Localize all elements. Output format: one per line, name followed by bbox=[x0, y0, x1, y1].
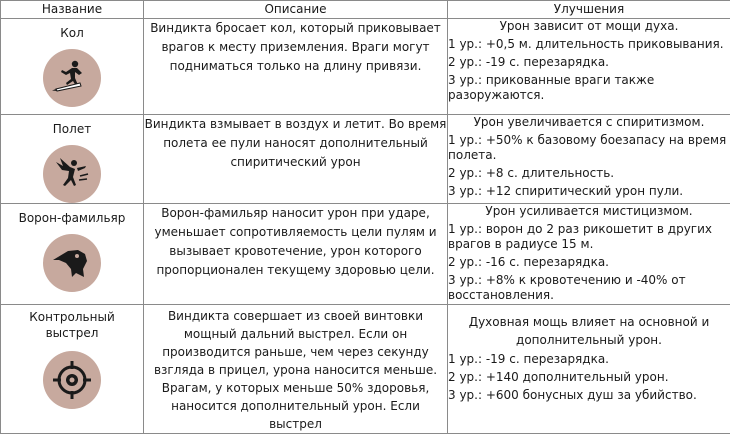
upgrade-level-1: 1 ур.: ворон до 2 раз рикошетит в других врагов в радиусе 15 м. bbox=[448, 222, 730, 252]
ability-description: Виндикта взмывает в воздух и летит. Во время полета ее пули наносят дополнительный спиритический урон bbox=[144, 115, 448, 204]
table-row bbox=[1, 204, 730, 305]
upgrades-summary: Духовная мощь влияет на основной и дополнительный урон. bbox=[448, 313, 730, 349]
ability-upgrades bbox=[448, 305, 730, 434]
upgrade-level-3: 3 ур.: +600 бонусных душ за убийство. bbox=[448, 388, 730, 403]
stake-icon bbox=[43, 49, 101, 107]
crow-icon bbox=[43, 234, 101, 292]
flight-icon bbox=[43, 145, 101, 203]
ability-upgrades bbox=[448, 115, 730, 204]
upgrade-level-2: 2 ур.: +8 с. длительность. bbox=[448, 166, 730, 181]
ability-description: Ворон-фамильяр наносит урон при ударе, уменьшает сопротивляемость цели пулям и вызывает кровотечение, урон которого пропорционален текущему здоровью цели. bbox=[144, 204, 448, 305]
table-row bbox=[1, 115, 730, 204]
upgrade-level-1: 1 ур.: +0,5 м. длительность приковывания. bbox=[448, 37, 730, 52]
ability-name-cell bbox=[1, 305, 144, 434]
ability-name: Полет bbox=[1, 121, 143, 137]
upgrade-level-3: 3 ур.: прикованные враги также разоружаются. bbox=[448, 73, 730, 103]
ability-name: Ворон-фамильяр bbox=[1, 210, 143, 226]
upgrade-level-3: 3 ур.: +8% к кровотечению и -40% от восстановления. bbox=[448, 273, 730, 303]
crosshair-icon bbox=[43, 351, 101, 409]
upgrades-summary: Урон увеличивается с спиритизмом. bbox=[448, 115, 730, 130]
header-description: Описание bbox=[144, 1, 448, 19]
ability-description: Виндикта совершает из своей винтовки мощный дальний выстрел. Если он производится раньше, чем через секунду взгляда в прицел, урона наносится меньше. Врагам, у которых меньше 50% здоровья, наносится дополнительный урон. Если выстрел bbox=[144, 305, 448, 434]
ability-name-cell bbox=[1, 204, 144, 305]
table-row bbox=[1, 305, 730, 434]
table-row bbox=[1, 19, 730, 115]
ability-upgrades bbox=[448, 204, 730, 305]
ability-name: Кол bbox=[1, 25, 143, 41]
upgrade-level-2: 2 ур.: -19 с. перезарядка. bbox=[448, 55, 730, 70]
upgrade-level-2: 2 ур.: -16 с. перезарядка. bbox=[448, 255, 730, 270]
header-upgrades: Улучшения bbox=[448, 1, 730, 19]
upgrade-level-1: 1 ур.: +50% к базовому боезапасу на время полета. bbox=[448, 133, 730, 163]
header-name: Название bbox=[1, 1, 144, 19]
upgrades-summary: Урон усиливается мистицизмом. bbox=[448, 204, 730, 219]
upgrade-level-2: 2 ур.: +140 дополнительный урон. bbox=[448, 370, 730, 385]
ability-name-cell bbox=[1, 115, 144, 204]
ability-upgrades bbox=[448, 19, 730, 115]
ability-name: Контрольный выстрел bbox=[1, 309, 143, 341]
upgrade-level-1: 1 ур.: -19 с. перезарядка. bbox=[448, 352, 730, 367]
upgrade-level-3: 3 ур.: +12 спиритический урон пули. bbox=[448, 184, 730, 199]
ability-name-cell bbox=[1, 19, 144, 115]
header-row bbox=[1, 1, 730, 19]
upgrades-summary: Урон зависит от мощи духа. bbox=[448, 19, 730, 34]
ability-description: Виндикта бросает кол, который приковывает врагов к месту приземления. Враги могут подниматься только на длину привязи. bbox=[144, 19, 448, 115]
